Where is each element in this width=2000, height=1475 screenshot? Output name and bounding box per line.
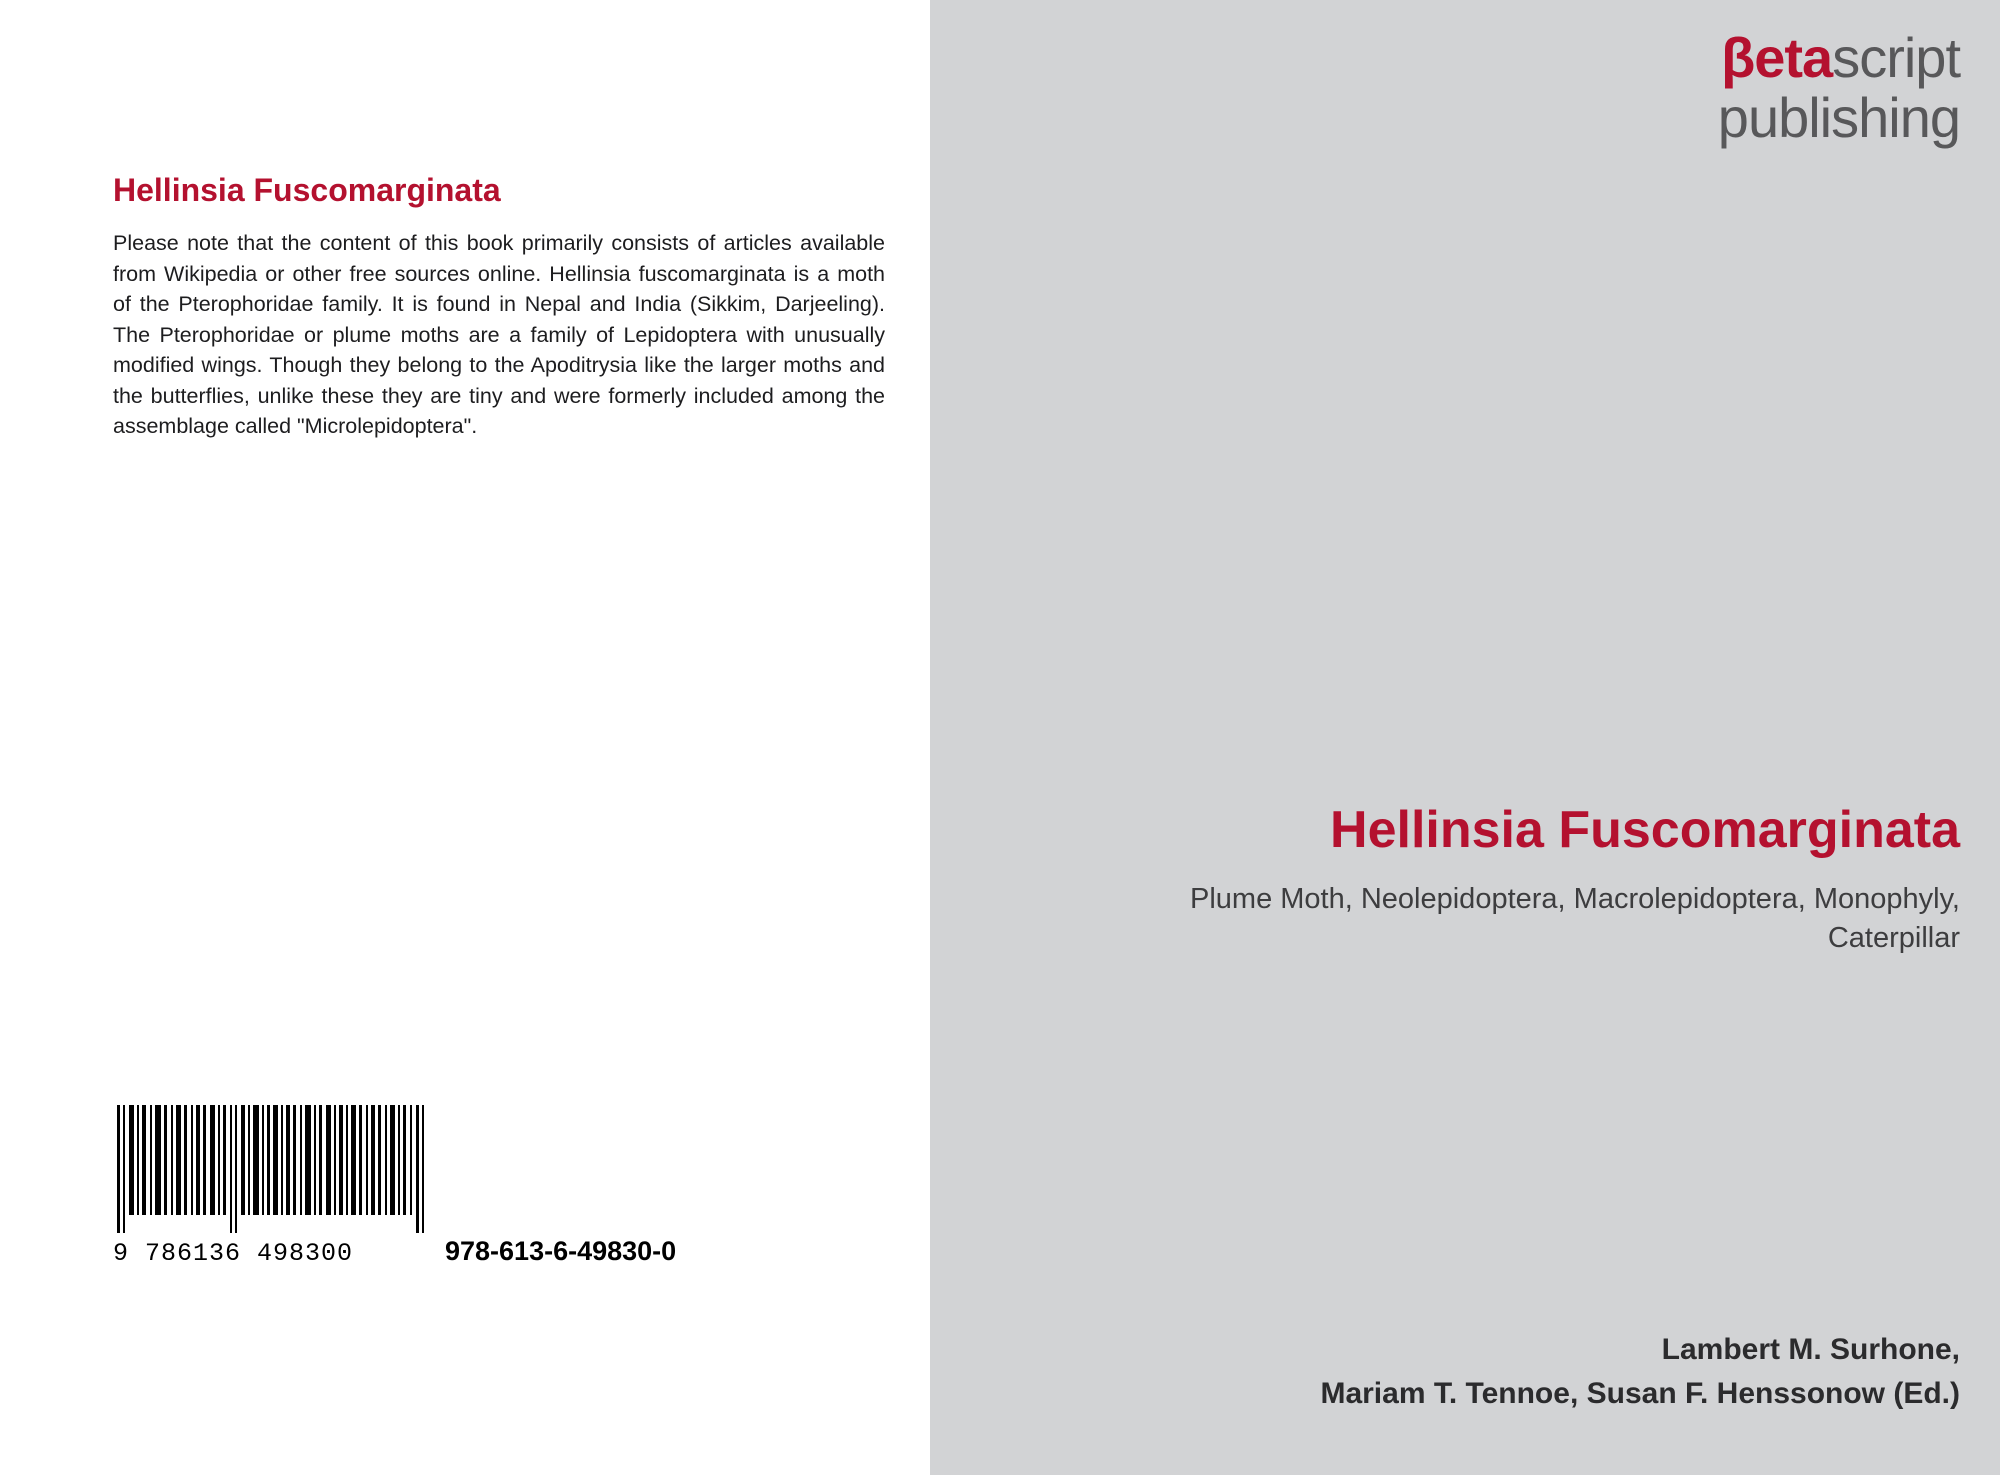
publisher-name-publishing: publishing xyxy=(1717,86,1960,149)
back-cover-title: Hellinsia Fuscomarginata xyxy=(113,172,501,208)
barcode-digits: 9 786136 498300 xyxy=(113,1239,354,1268)
authors-block xyxy=(1100,1328,1960,1415)
back-cover-description: Please note that the content of this book primarily consists of articles available from Wikipedia or other free sources online. Hellinsia fuscomarginata is a moth of the Pterophoridae family. It is found in Nepal and India (Sikkim, Darjeeling). The Pterophoridae or plume moths are a family of Lepidoptera with unusually modified wings. Though they belong to the Apoditrysia like the larger moths and the butterflies, unlike these they are tiny and were formerly included among the assemblage called "Microlepidoptera". xyxy=(113,231,885,439)
authors-line-1: Lambert M. Surhone, xyxy=(1661,1333,1960,1366)
isbn-number: 978-613-6-49830-0 xyxy=(445,1236,677,1266)
publisher-name-script: script xyxy=(1832,26,1960,89)
publisher-name-eta: eta xyxy=(1754,26,1833,89)
book-spine xyxy=(930,0,1062,1475)
authors-line-2: Mariam T. Tennoe, Susan F. Henssonow (Ed.) xyxy=(1320,1376,1960,1410)
front-cover xyxy=(1062,0,2000,1475)
publisher-logo xyxy=(1717,26,1960,149)
front-cover-subtitle: Plume Moth, Neolepidoptera, Macrolepidoptera, Monophyly, Caterpillar xyxy=(1190,883,1960,955)
front-cover-title: Hellinsia Fuscomarginata xyxy=(1330,801,1960,859)
back-cover xyxy=(0,0,930,1475)
publisher-beta-glyph: β xyxy=(1721,26,1755,89)
barcode-block xyxy=(113,1105,443,1268)
barcode-image xyxy=(113,1105,431,1233)
